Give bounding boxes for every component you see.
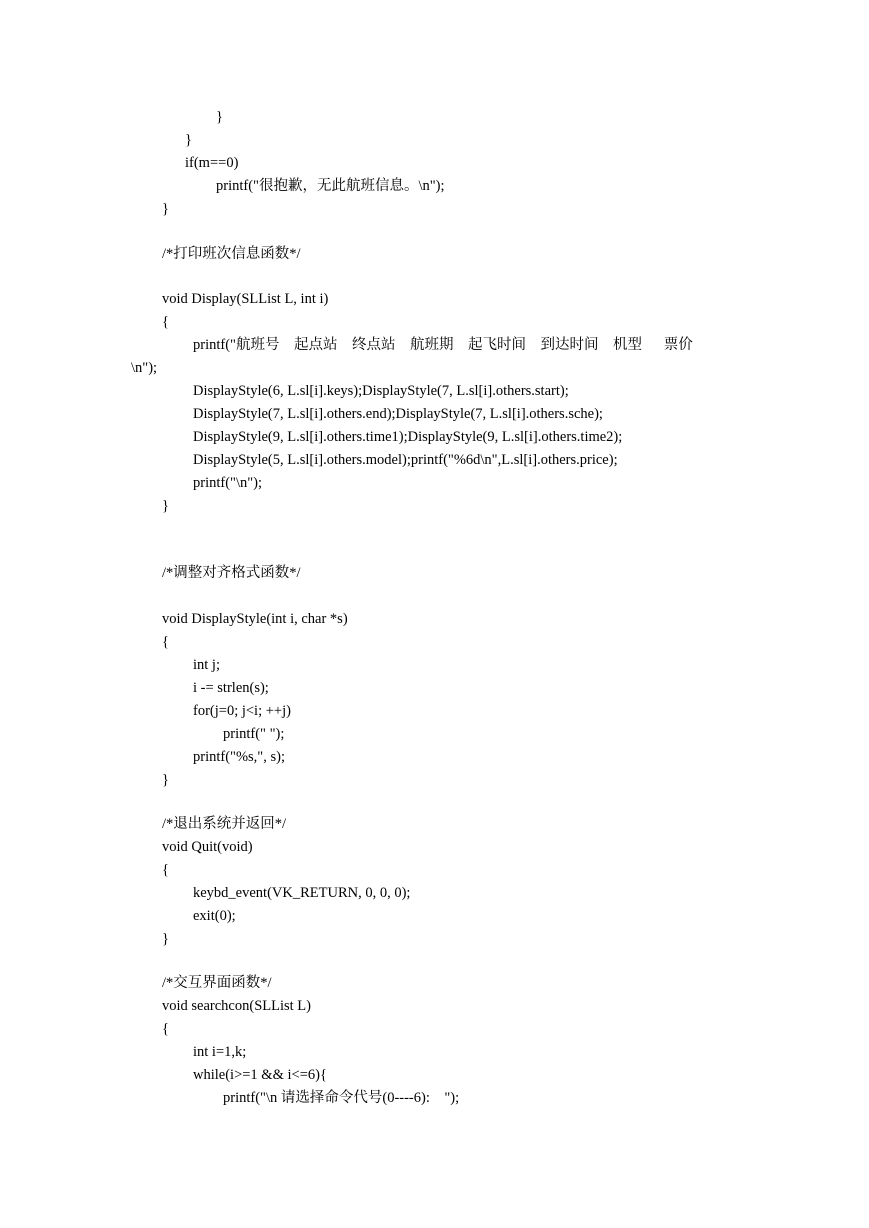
code-line: printf("%s,", s); (193, 749, 285, 765)
code-line: } (185, 132, 192, 148)
code-comment: /*交互界面函数*/ (162, 975, 272, 991)
code-line: DisplayStyle(7, L.sl[i].others.end);DisplayStyle(7, L.sl[i].others.sche); (193, 406, 603, 422)
code-line: DisplayStyle(6, L.sl[i].keys);DisplayStyle(7, L.sl[i].others.start); (193, 383, 569, 399)
code-line: void Quit(void) (162, 839, 253, 855)
code-comment: /*调整对齐格式函数*/ (162, 565, 301, 581)
code-line: if(m==0) (185, 155, 239, 171)
code-line: keybd_event(VK_RETURN, 0, 0, 0); (193, 885, 411, 901)
code-line: } (162, 772, 169, 788)
code-line: exit(0); (193, 908, 236, 924)
code-line: printf("航班号 起点站 终点站 航班期 起飞时间 到达时间 机型 票价 (193, 337, 693, 353)
code-line: { (162, 1021, 169, 1037)
code-line: \n"); (131, 360, 158, 376)
code-line: { (162, 314, 169, 330)
code-line: int j; (193, 657, 220, 673)
code-line: } (216, 109, 223, 125)
code-line: void DisplayStyle(int i, char *s) (162, 611, 348, 627)
code-line: } (162, 498, 169, 514)
code-line: DisplayStyle(5, L.sl[i].others.model);printf("%6d\n",L.sl[i].others.price); (193, 452, 618, 468)
code-line: printf(" "); (223, 726, 285, 742)
code-line: printf("\n"); (193, 475, 263, 491)
code-line: while(i>=1 && i<=6){ (193, 1067, 327, 1083)
code-line: DisplayStyle(9, L.sl[i].others.time1);DisplayStyle(9, L.sl[i].others.time2); (193, 429, 623, 445)
code-line: } (162, 201, 169, 217)
code-line: { (162, 862, 169, 878)
code-comment: /*打印班次信息函数*/ (162, 246, 301, 262)
code-comment: /*退出系统并返回*/ (162, 816, 287, 832)
code-line: void Display(SLList L, int i) (162, 291, 329, 307)
code-line: void searchcon(SLList L) (162, 998, 311, 1014)
code-line: { (162, 634, 169, 650)
code-line: for(j=0; j<i; ++j) (193, 703, 291, 719)
code-line: printf("很抱歉，无此航班信息。\n"); (216, 178, 445, 194)
code-line: int i=1,k; (193, 1044, 247, 1060)
code-line: } (162, 931, 169, 947)
code-line: printf("\n 请选择命令代号(0----6): "); (223, 1090, 460, 1106)
code-line: i -= strlen(s); (193, 680, 269, 696)
